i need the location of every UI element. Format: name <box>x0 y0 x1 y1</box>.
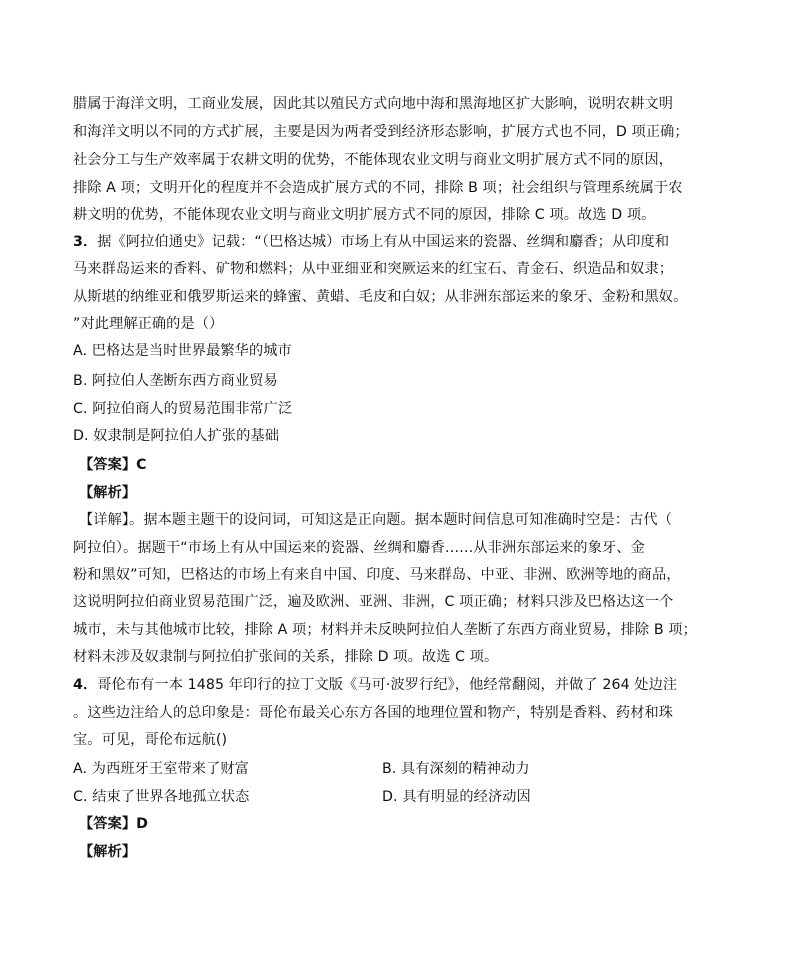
question-3-analysis-label: 【解析】 <box>79 485 137 501</box>
question-3-detail-line: 【详解】。据本题主题干的设问词，可知这是正向题。据本题时间信息可知准确时空是：古代（ <box>79 512 672 528</box>
question-3-detail-line: 城市，未与其他城市比较，排除 A 项；材料并未反映阿拉伯人垄断了东西方商业贸易，排除 B 项； <box>73 622 697 638</box>
question-4-stem-line: 。这些边注给人的总印象是：哥伦布最关心东方各国的地理位置和物产，特别是香料、药材和珠 <box>73 705 674 721</box>
question-4-answer: 【答案】D <box>79 816 149 832</box>
question-4-option-c: C. 结束了世界各地孤立状态 <box>73 789 250 805</box>
question-4-option-a: A. 为西班牙王室带来了财富 <box>73 761 249 777</box>
question-3-detail-line: 粉和黑奴”可知，巴格达的市场上有来自中国、印度、马来群岛、中亚、非洲、欧洲等地的商品， <box>73 567 681 583</box>
question-3-stem-line: ”对此理解正确的是（） <box>73 316 224 332</box>
question-3-option-c: C. 阿拉伯商人的贸易范围非常广泛 <box>73 401 293 417</box>
question-4-option-b: B. 具有深刻的精神动力 <box>382 761 530 777</box>
question-3-detail-line: 这说明阿拉伯商业贸易范围广泛，遍及欧洲、亚洲、非洲，C 项正确；材料只涉及巴格达这一个 <box>73 594 674 610</box>
question-3-detail-line: 材料未涉及奴隶制与阿拉伯扩张间的关系，排除 D 项。故选 C 项。 <box>73 649 499 665</box>
question-4-option-d: D. 具有明显的经济动因 <box>382 789 531 805</box>
intro-line: 耕文明的优势，不能体现农业文明与商业文明扩展方式不同的原因，排除 C 项。故选 D 项。 <box>73 207 656 223</box>
question-3-number: 3． <box>73 234 98 250</box>
intro-line: 社会分工与生产效率属于农耕文明的优势，不能体现农业文明与商业文明扩展方式不同的原因， <box>73 152 674 168</box>
question-3-detail-line: 阿拉伯）。据题干“市场上有从中国运来的瓷器、丝绸和麝香……从非洲东部运来的象牙、金 <box>73 540 645 556</box>
intro-line: 和海洋文明以不同的方式扩展，主要是因为两者受到经济形态影响，扩展方式也不同，D 项正确； <box>73 124 689 140</box>
intro-line: 排除 A 项；文明开化的程度并不会造成扩展方式的不同，排除 B 项；社会组织与管理系统属于农 <box>73 180 683 196</box>
intro-line: 腊属于海洋文明，工商业发展，因此其以殖民方式向地中海和黑海地区扩大影响，说明农耕文明 <box>73 96 674 112</box>
question-3-stem: 3．据《阿拉伯通史》记载：“（巴格达城）市场上有从中国运来的瓷器、丝绸和麝香；从印度和 <box>73 234 670 250</box>
question-3-option-a: A. 巴格达是当时世界最繁华的城市 <box>73 343 292 359</box>
question-4-stem-line: 宝。可见，哥伦布远航() <box>73 732 228 748</box>
question-3-answer: 【答案】C <box>79 457 147 473</box>
question-4-analysis-label: 【解析】 <box>79 844 137 860</box>
question-4-number: 4． <box>73 677 98 693</box>
question-3-option-d: D. 奴隶制是阿拉伯人扩张的基础 <box>73 428 279 444</box>
question-3-stem-line: 马来群岛运来的香料、矿物和燃料；从中亚细亚和突厥运来的红宝石、青金石、织造品和奴隶； <box>73 261 674 277</box>
question-3-option-b: B. 阿拉伯人垄断东西方商业贸易 <box>73 373 278 389</box>
question-4-stem: 4．哥伦布有一本 1485 年印行的拉丁文版《马可·波罗行纪》，他经常翻阅，并做了 264 处边注 <box>73 677 678 693</box>
question-3-stem-line: 从斯堪的纳维亚和俄罗斯运来的蜂蜜、黄蜡、毛皮和白奴；从非洲东部运来的象牙、金粉和黑奴。 <box>73 289 688 305</box>
